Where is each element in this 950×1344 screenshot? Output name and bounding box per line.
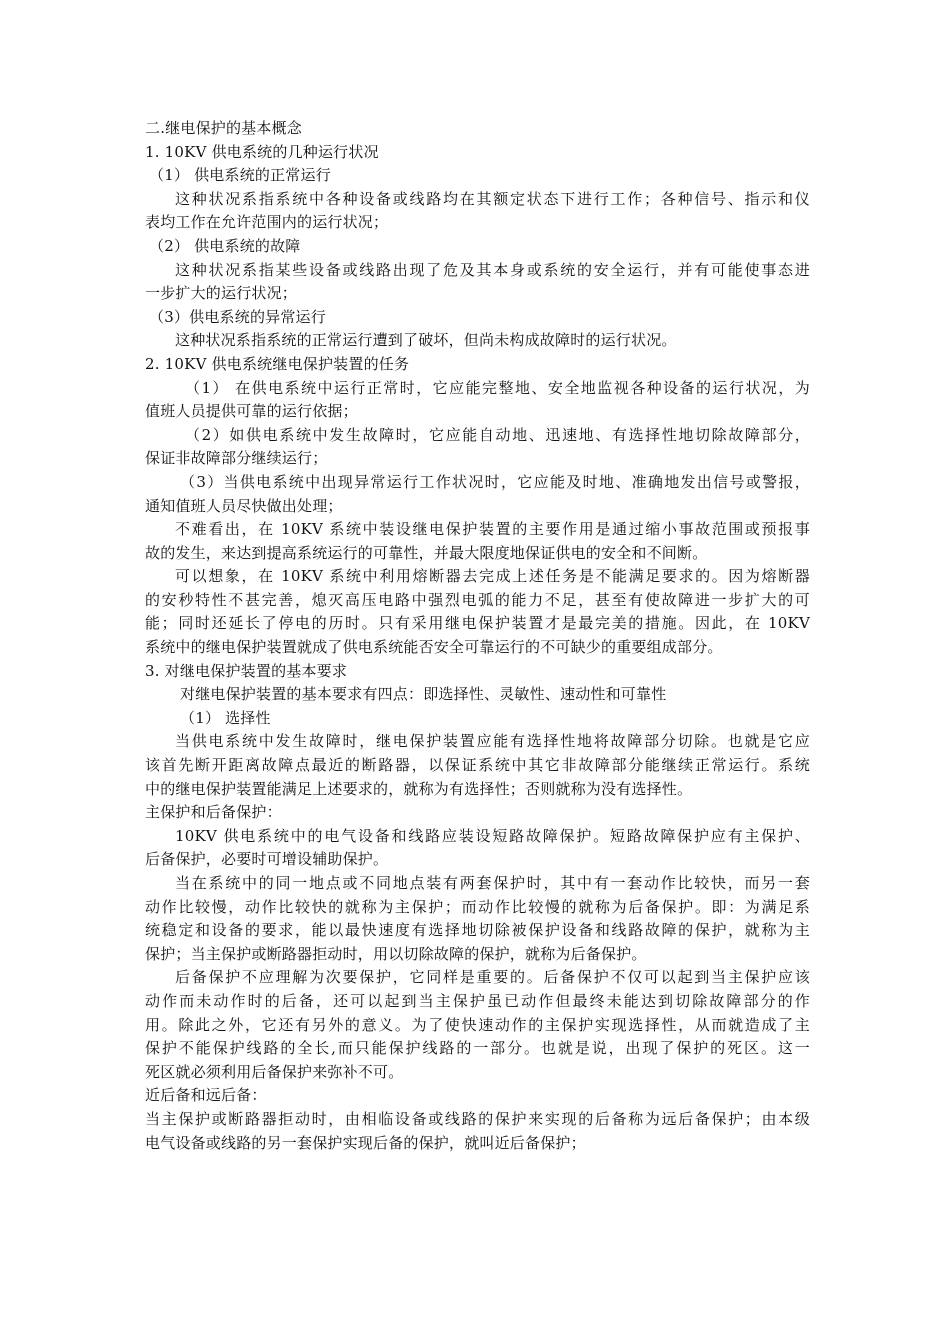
- text-line: 二.继电保护的基本概念: [145, 119, 302, 137]
- text-line: （1） 在供电系统中运行正常时，它应能完整地、安全地监视各种设备的运行状况，为: [185, 378, 810, 397]
- text-line: 保护不能保护线路的全长,而只能保护线路的一部分。也就是说，出现了保护的死区。这一: [145, 1039, 810, 1058]
- text-line: 对继电保护装置的基本要求有四点：即选择性、灵敏性、速动性和可靠性: [180, 685, 667, 704]
- text-line: 2. 10KV 供电系统继电保护装置的任务: [145, 354, 410, 373]
- document-body: [145, 117, 810, 1155]
- text-line: 该首先断开距离故障点最近的断路器，以保证系统中其它非故障部分能继续正常运行。系统: [145, 756, 810, 775]
- text-line: （2） 供电系统的故障: [149, 236, 301, 255]
- text-line: 系统中的继电保护装置就成了供电系统能否安全可靠运行的不可缺少的重要组成部分。: [145, 638, 723, 657]
- text-line: 能；同时还延长了停电的历时。只有采用继电保护装置才是最完美的措施。因此，在 10KV: [145, 614, 810, 633]
- text-line: 通知值班人员尽快做出处理；: [145, 496, 343, 515]
- text-line: 1. 10KV 供电系统的几种运行状况: [145, 142, 379, 161]
- text-line: （2）如供电系统中发生故障时，它应能自动地、迅速地、有选择性地切除故障部分，: [185, 425, 810, 444]
- text-line: 当主保护或断路器拒动时，由相临设备或线路的保护来实现的后备称为远后备保护；由本级: [145, 1109, 810, 1128]
- text-line: 后备保护不应理解为次要保护，它同样是重要的。后备保护不仅可以起到当主保护应该: [175, 968, 810, 987]
- text-line: 统稳定和设备的要求，能以最快速度有选择地切除被保护设备和线路故障的保护，就称为主: [145, 921, 810, 940]
- text-line: 表均工作在允许范围内的运行状况；: [145, 213, 389, 232]
- text-line: 故的发生，来达到提高系统运行的可靠性，并最大限度地保证供电的安全和不间断。: [145, 543, 708, 562]
- text-line: 这种状况系指某些设备或线路出现了危及其本身或系统的安全运行，并有可能使事态进: [175, 260, 810, 279]
- text-line: 不难看出，在 10KV 系统中装设继电保护装置的主要作用是通过缩小事故范围或预报事: [175, 520, 810, 539]
- text-line: 动作而未动作时的后备，还可以起到当主保护虽已动作但最终未能达到切除故障部分的作: [145, 991, 810, 1010]
- text-line: 10KV 供电系统中的电气设备和线路应装设短路故障保护。短路故障保护应有主保护、: [175, 826, 810, 845]
- text-line: 保证非故障部分继续运行；: [145, 449, 328, 468]
- text-line: 用。除此之外，它还有另外的意义。为了使快速动作的主保护实现选择性，从而就造成了主: [145, 1015, 810, 1034]
- text-line: 后备保护，必要时可增设辅助保护。: [145, 850, 389, 869]
- text-line: 这种状况系指系统的正常运行遭到了破坏，但尚未构成故障时的运行状况。: [175, 331, 677, 350]
- text-line: 当供电系统中发生故障时，继电保护装置应能有选择性地将故障部分切除。也就是它应: [175, 732, 810, 751]
- text-line: （3）供电系统的异常运行: [149, 307, 326, 326]
- text-line: 3. 对继电保护装置的基本要求: [145, 661, 348, 680]
- text-line: （1） 选择性: [180, 708, 271, 727]
- text-line: （3）当供电系统中出现异常运行工作状况时，它应能及时地、准确地发出信号或警报，: [180, 472, 810, 491]
- text-line: 当在系统中的同一地点或不同地点装有两套保护时，其中有一套动作比较快，而另一套: [175, 874, 810, 892]
- text-line: 动作比较慢，动作比较快的就称为主保护；而动作比较慢的就称为后备保护。即：为满足系: [145, 897, 810, 916]
- text-line: 可以想象，在 10KV 系统中利用熔断器去完成上述任务是不能满足要求的。因为熔断器: [175, 567, 810, 586]
- text-line: 中的继电保护装置能满足上述要求的，就称为有选择性；否则就称为没有选择性。: [145, 779, 693, 798]
- text-line: 这种状况系指系统中各种设备或线路均在其额定状态下进行工作；各种信号、指示和仪: [175, 189, 810, 208]
- text-line: （1） 供电系统的正常运行: [149, 166, 331, 185]
- text-line: 保护；当主保护或断路器拒动时，用以切除故障的保护，就称为后备保护。: [145, 944, 647, 963]
- text-line: 近后备和远后备：: [145, 1086, 267, 1105]
- text-line: 的安秒特性不甚完善，熄灭高压电路中强烈电弧的能力不足，甚至有使故障进一步扩大的可: [145, 590, 810, 609]
- text-line: 一步扩大的运行状况；: [145, 284, 298, 303]
- text-line: 值班人员提供可靠的运行依据；: [145, 402, 358, 421]
- text-line: 电气设备或线路的另一套保护实现后备的保护，就叫近后备保护；: [145, 1133, 586, 1152]
- text-line: 死区就必须利用后备保护来弥补不可。: [145, 1062, 404, 1081]
- text-line: 主保护和后备保护：: [145, 803, 282, 822]
